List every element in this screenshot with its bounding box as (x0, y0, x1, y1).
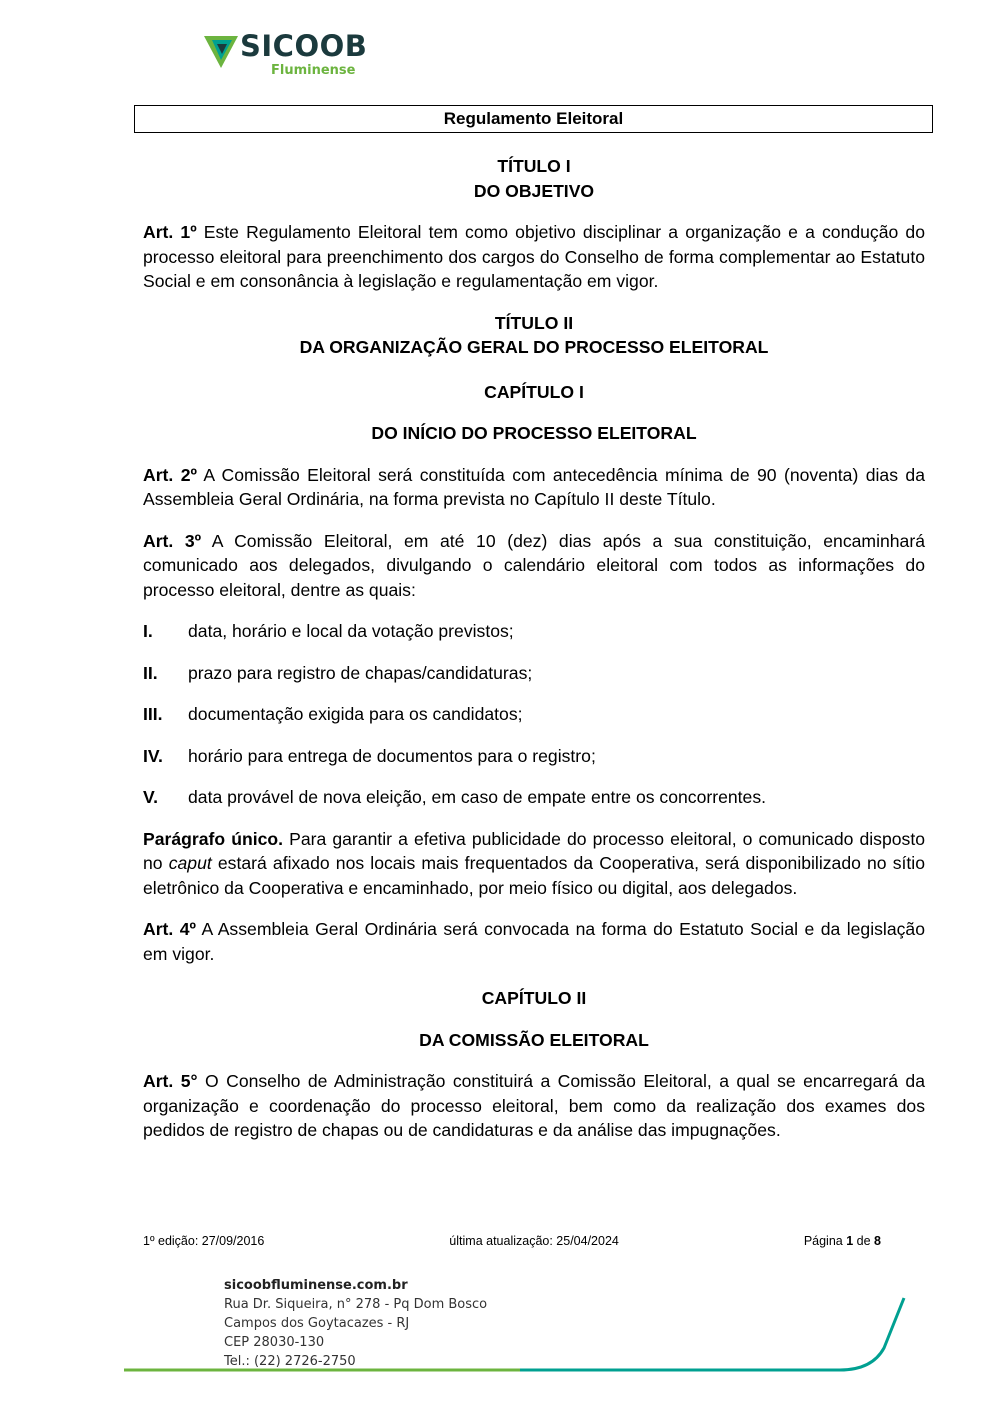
titulo-2-label: TÍTULO II (494, 312, 574, 333)
list-item (143, 785, 925, 810)
document-title: Regulamento Eleitoral (134, 105, 933, 133)
article-3 (143, 529, 925, 603)
list-item-number: IV. (143, 745, 163, 766)
list-item-text: documentação exigida para os candidatos; (188, 704, 523, 724)
paragrafo-text-a: Para garantir a efetiva publicidade do processo eleitoral, o comunicado disposto no (143, 828, 926, 873)
capitulo-2-name: DA COMISSÃO ELEITORAL (419, 1029, 649, 1050)
address-street: Rua Dr. Siqueira, n° 278 - Pq Dom Bosco (224, 1297, 488, 1312)
capitulo-2-label: CAPÍTULO II (481, 988, 587, 1008)
capitulo-1-name: DO INÍCIO DO PROCESSO ELEITORAL (371, 423, 697, 443)
article-3-text: A Comissão Eleitoral, em até 10 (dez) dias após a sua constituição, encaminhará comunicado aos delegados, divulgando o calendário eleitoral com todos as informações do processo eleitoral, dentre as quais: (143, 530, 925, 600)
edition-date: 1º edição: 27/09/2016 (143, 1234, 265, 1248)
article-4 (143, 917, 925, 966)
list-item (143, 619, 925, 644)
list-item-number: III. (143, 704, 163, 724)
article-5-label: Art. 5° (143, 1071, 198, 1091)
paragrafo-unico (143, 827, 925, 901)
address-block (224, 1276, 487, 1371)
titulo-2-name: DA ORGANIZAÇÃO GERAL DO PROCESSO ELEITORAL (299, 337, 769, 357)
titulo-1-label: TÍTULO I (497, 156, 571, 176)
titulo-1-name: DO OBJETIVO (473, 180, 595, 201)
list-item-number: V. (143, 787, 159, 807)
list-item (143, 702, 925, 727)
list-item-text: data provável de nova eleição, em caso de empate entre os concorrentes. (188, 787, 767, 807)
list-item (143, 661, 925, 686)
article-1-label: Art. 1º (143, 222, 197, 242)
article-3-label: Art. 3º (143, 530, 202, 551)
website-link[interactable]: sicoobfluminense.com.br (224, 1278, 408, 1293)
logo-subtitle: Fluminense (271, 63, 356, 78)
article-4-label: Art. 4º (143, 919, 196, 939)
capitulo-1-label: CAPÍTULO I (484, 381, 584, 402)
document-body (143, 154, 925, 1143)
list-item-text: data, horário e local da votação previstos; (188, 621, 514, 641)
last-update-date: última atualização: 25/04/2024 (449, 1234, 619, 1248)
paragrafo-label: Parágrafo único. (143, 828, 284, 849)
list-item-text: prazo para registro de chapas/candidaturas; (188, 662, 533, 683)
list-item-number: I. (143, 621, 153, 641)
list-item (143, 744, 925, 769)
footer-meta (143, 1234, 881, 1248)
page-number: Página 1 de 8 (803, 1234, 881, 1248)
address-city: Campos dos Goytacazes - RJ (224, 1316, 410, 1331)
article-2 (143, 463, 925, 512)
article-5 (143, 1069, 925, 1143)
list-item-text: horário para entrega de documentos para o registro; (188, 745, 596, 766)
paragrafo-text-b: estará afixado nos locais mais frequentados da Cooperativa, será disponibilizado no sítio eletrônico da Cooperativa e encaminhado, por meio físico ou digital, aos delegados. (143, 853, 925, 898)
paragrafo-italic: caput (168, 853, 212, 873)
article-5-text: O Conselho de Administração constituirá a Comissão Eleitoral, a qual se encarregará da organização e coordenação do processo eleitoral, bem como da realização dos exames dos pedidos de registro de chapas ou de candidaturas e da análise das impugnações. (143, 1071, 926, 1140)
article-4-text: A Assembleia Geral Ordinária será convocada na forma do Estatuto Social e da legislação em vigor. (143, 919, 925, 964)
article-2-label: Art. 2º (143, 464, 197, 485)
list-item-number: II. (143, 662, 158, 683)
address-phone: Tel.: (22) 2726-2750 (224, 1354, 356, 1369)
address-cep: CEP 28030-130 (224, 1335, 325, 1350)
article-2-text: A Comissão Eleitoral será constituída com antecedência mínima de 90 (noventa) dias da Assembleia Geral Ordinária, na forma prevista no Capítulo II deste Título. (143, 464, 925, 509)
article-1 (143, 220, 925, 294)
article-1-text: Este Regulamento Eleitoral tem como objetivo disciplinar a organização e a condução do processo eleitoral para preenchimento dos cargos do Conselho de forma complementar ao Estatuto Social e em consonância à legislação e regulamentação em vigor. (143, 222, 925, 291)
logo-text: SICOOB (240, 29, 368, 63)
